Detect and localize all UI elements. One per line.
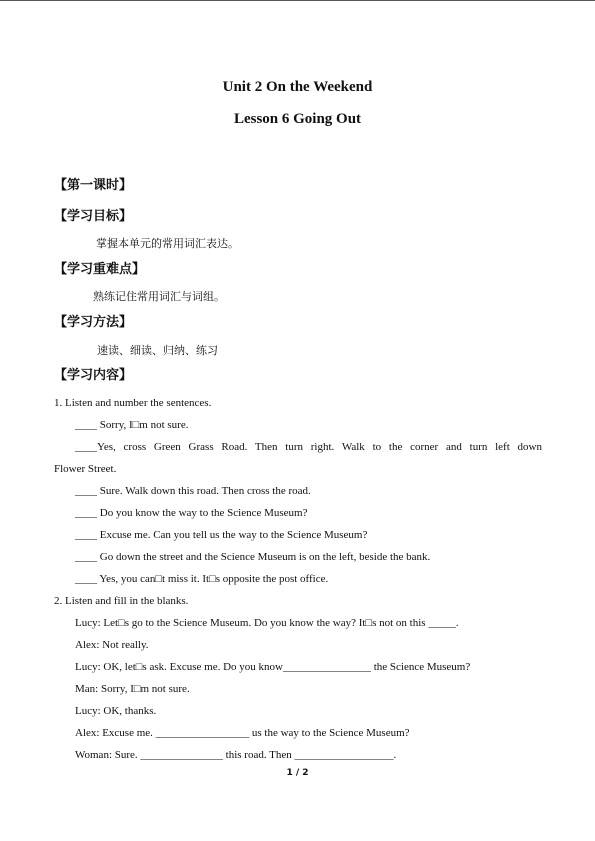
objectives-heading: 【学习目标】	[54, 209, 133, 224]
exercise-1-item: ____ Yes, you can□t miss it. It□s opposite the post office.	[75, 573, 329, 585]
page-subtitle: Lesson 6 Going Out	[233, 111, 362, 127]
period-heading: 【第一课时】	[54, 178, 133, 193]
methods-heading: 【学习方法】	[54, 315, 133, 330]
dialogue-line: Lucy: OK, thanks.	[75, 705, 157, 717]
objectives-text: 掌握本单元的常用词汇表达。	[96, 237, 239, 250]
top-border-line	[0, 0, 595, 1]
dialogue-line: Alex: Excuse me. _________________ us the way to the Science Museum?	[75, 727, 410, 739]
dialogue-line: Man: Sorry, I□m not sure.	[75, 683, 190, 695]
dialogue-line: Woman: Sure. _______________ this road. Then __________________.	[75, 749, 397, 761]
exercise-1-item: ____ Go down the street and the Science Museum is on the left, beside the bank.	[75, 551, 431, 563]
exercise-1-item: ____ Excuse me. Can you tell us the way to the Science Museum?	[75, 529, 368, 541]
keypoints-text: 熟练记住常用词汇与词组。	[93, 290, 225, 303]
methods-text: 速读、细读、归纳、练习	[97, 344, 218, 357]
exercise-1-item: ____Yes, cross Green Grass Road. Then turn right. Walk to the corner and turn left down	[75, 441, 542, 453]
exercise-1-item-continuation: Flower Street.	[54, 463, 117, 475]
exercise-1-item: ____ Do you know the way to the Science Museum?	[75, 507, 308, 519]
exercise-1-instruction: 1. Listen and number the sentences.	[54, 397, 212, 409]
exercise-1-item: ____ Sorry, I□m not sure.	[75, 419, 189, 431]
page-title: Unit 2 On the Weekend	[222, 79, 373, 95]
exercise-2-instruction: 2. Listen and fill in the blanks.	[54, 595, 189, 607]
keypoints-heading: 【学习重难点】	[54, 262, 146, 277]
page-number: 1 / 2	[286, 768, 309, 778]
dialogue-line: Lucy: OK, let□s ask. Excuse me. Do you know________________ the Science Museum?	[75, 661, 471, 673]
dialogue-line: Alex: Not really.	[75, 639, 149, 651]
dialogue-line: Lucy: Let□s go to the Science Museum. Do you know the way? It□s not on this _____.	[75, 617, 459, 629]
content-heading: 【学习内容】	[54, 368, 133, 383]
exercise-1-item: ____ Sure. Walk down this road. Then cross the road.	[75, 485, 311, 497]
